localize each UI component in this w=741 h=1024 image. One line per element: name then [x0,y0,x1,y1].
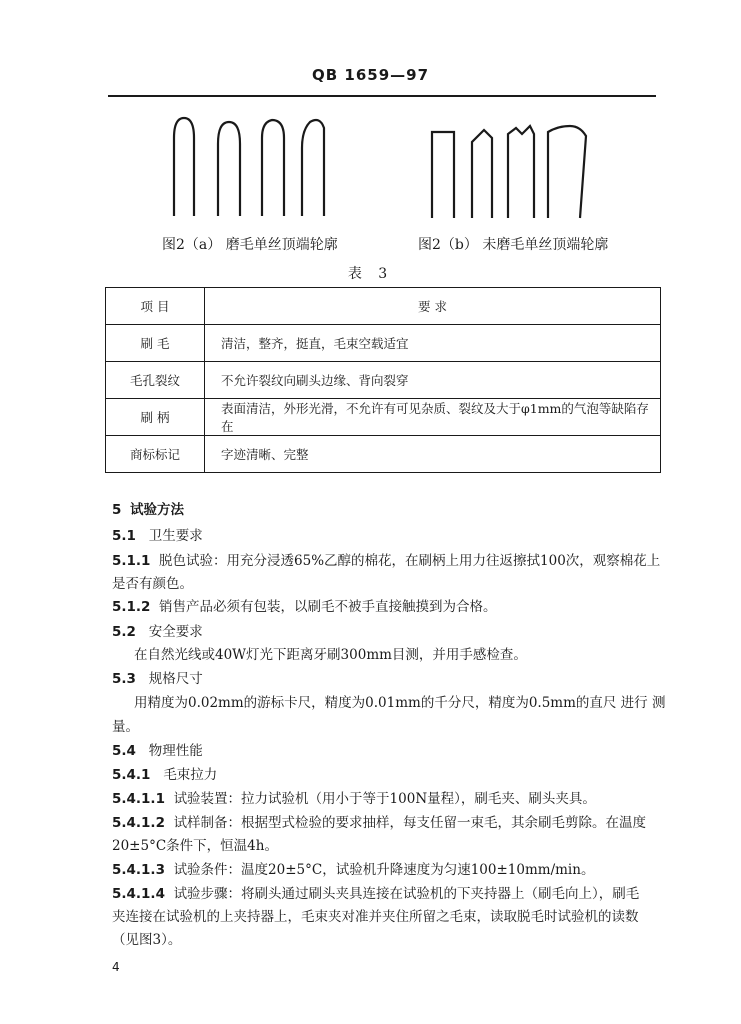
bristle-profile-4 [302,120,324,216]
section-number: 5.4.1 [112,767,151,783]
table-3-title: 表 3 [347,266,394,282]
row-requirement: 字迹清晰、完整 [205,436,661,473]
section-number: 5.4 [112,743,136,759]
clause-number: 5.4.1.2 [112,815,165,831]
page-number: 4 [112,960,120,974]
section-title: 试验方法 [130,502,184,518]
bristle-profile-7 [508,126,534,218]
clause-text: 试验装置：拉力试验机（用小于等于100N量程），刷毛夹、刷头夹具。 [173,791,596,807]
row-item: 毛孔裂纹 [106,362,205,399]
clause-text: 试验步骤：将刷头通过刷头夹具连接在试验机的下夹持器上（刷毛向上），刷毛 [173,886,640,902]
clause-text: 试验条件：温度20±5°C，试验机升降速度为匀速100±10mm/min。 [173,862,595,878]
table-header-row [106,288,661,325]
row-requirement: 不允许裂纹向刷头边缘、背向裂穿 [205,362,661,399]
clause-text: 销售产品必须有包装，以刷毛不被手直接触摸到为合格。 [159,599,497,615]
table-row [106,399,661,436]
section-number: 5 [112,502,122,518]
clause-text: 脱色试验：用充分浸透65%乙醇的棉花，在刷柄上用力往返擦拭100次，观察棉花上 [159,553,661,569]
header-requirement: 要 求 [205,288,661,325]
figure-2a-caption: 图2（a） 磨毛单丝顶端轮廓 [162,237,338,253]
clause-5-4-1-4 [112,882,639,902]
section-title: 毛束拉力 [163,767,218,783]
table-row [106,436,661,473]
section-5-3-continuation: 量。 [112,719,139,735]
section-5-heading [112,498,184,518]
header-rule [108,95,656,97]
table-row [106,325,661,362]
section-number: 5.1 [112,528,136,544]
clause-number: 5.1.1 [112,553,151,569]
bristle-profile-2 [218,122,240,216]
clause-number: 5.4.1.3 [112,862,165,878]
clause-5-4-1-1 [112,787,596,807]
row-item: 刷 柄 [106,399,205,436]
row-requirement: 表面清洁，外形光滑，不允许有可见杂质、裂纹及大于φ1mm的气泡等缺陷存在 [205,399,661,436]
row-item: 刷 毛 [106,325,205,362]
section-5-3-heading [112,667,203,687]
row-requirement: 清洁，整齐，挺直，毛束空载适宜 [205,325,661,362]
figure-2b-drawing [420,108,590,220]
clause-number: 5.4.1.1 [112,791,165,807]
section-5-2-paragraph: 在自然光线或40W灯光下距离牙刷300mm目测，并用手感检查。 [134,647,527,663]
figure-2a-drawing [160,108,330,220]
bristle-profile-5 [432,132,454,218]
section-title: 规格尺寸 [148,671,203,687]
clause-number: 5.1.2 [112,599,151,615]
section-title: 安全要求 [148,624,203,640]
clause-5-4-1-2-continuation: 20±5°C条件下，恒温4h。 [112,838,278,854]
section-5-3-paragraph: 用精度为0.02mm的游标卡尺，精度为0.01mm的千分尺，精度为0.5mm的直尺 进行 测 [134,695,666,711]
section-5-4-heading [112,739,203,759]
clause-5-4-1-4-continuation-1: 夹连接在试验机的上夹持器上，毛束夹对准并夹住所留之毛束，读取脱毛时试验机的读数 [112,909,639,925]
clause-5-1-1-continuation: 是否有颜色。 [112,576,193,592]
figure-2b-caption: 图2（b） 未磨毛单丝顶端轮廓 [418,237,609,253]
table-row [106,362,661,399]
clause-5-1-1 [112,549,660,569]
standard-number-header: QB 1659—97 [311,66,430,84]
bristle-profile-8 [548,126,586,218]
clause-5-4-1-4-continuation-2: （见图3）。 [112,932,182,948]
section-5-1-heading [112,524,203,544]
bristle-profile-3 [262,120,284,216]
header-item: 项 目 [106,288,205,325]
clause-text: 试样制备：根据型式检验的要求抽样，每支任留一束毛，其余刷毛剪除。在温度 [173,815,647,831]
section-5-4-1-heading [112,763,217,783]
section-5-2-heading [112,620,203,640]
section-number: 5.3 [112,671,136,687]
section-title: 物理性能 [148,743,203,759]
bristle-profile-1 [174,118,194,216]
section-number: 5.2 [112,624,136,640]
clause-5-4-1-3 [112,858,594,878]
clause-5-4-1-2 [112,811,646,831]
bristle-profile-6 [472,130,492,218]
requirements-table [105,287,661,473]
section-title: 卫生要求 [148,528,203,544]
clause-number: 5.4.1.4 [112,886,165,902]
row-item: 商标标记 [106,436,205,473]
clause-5-1-2 [112,595,497,615]
